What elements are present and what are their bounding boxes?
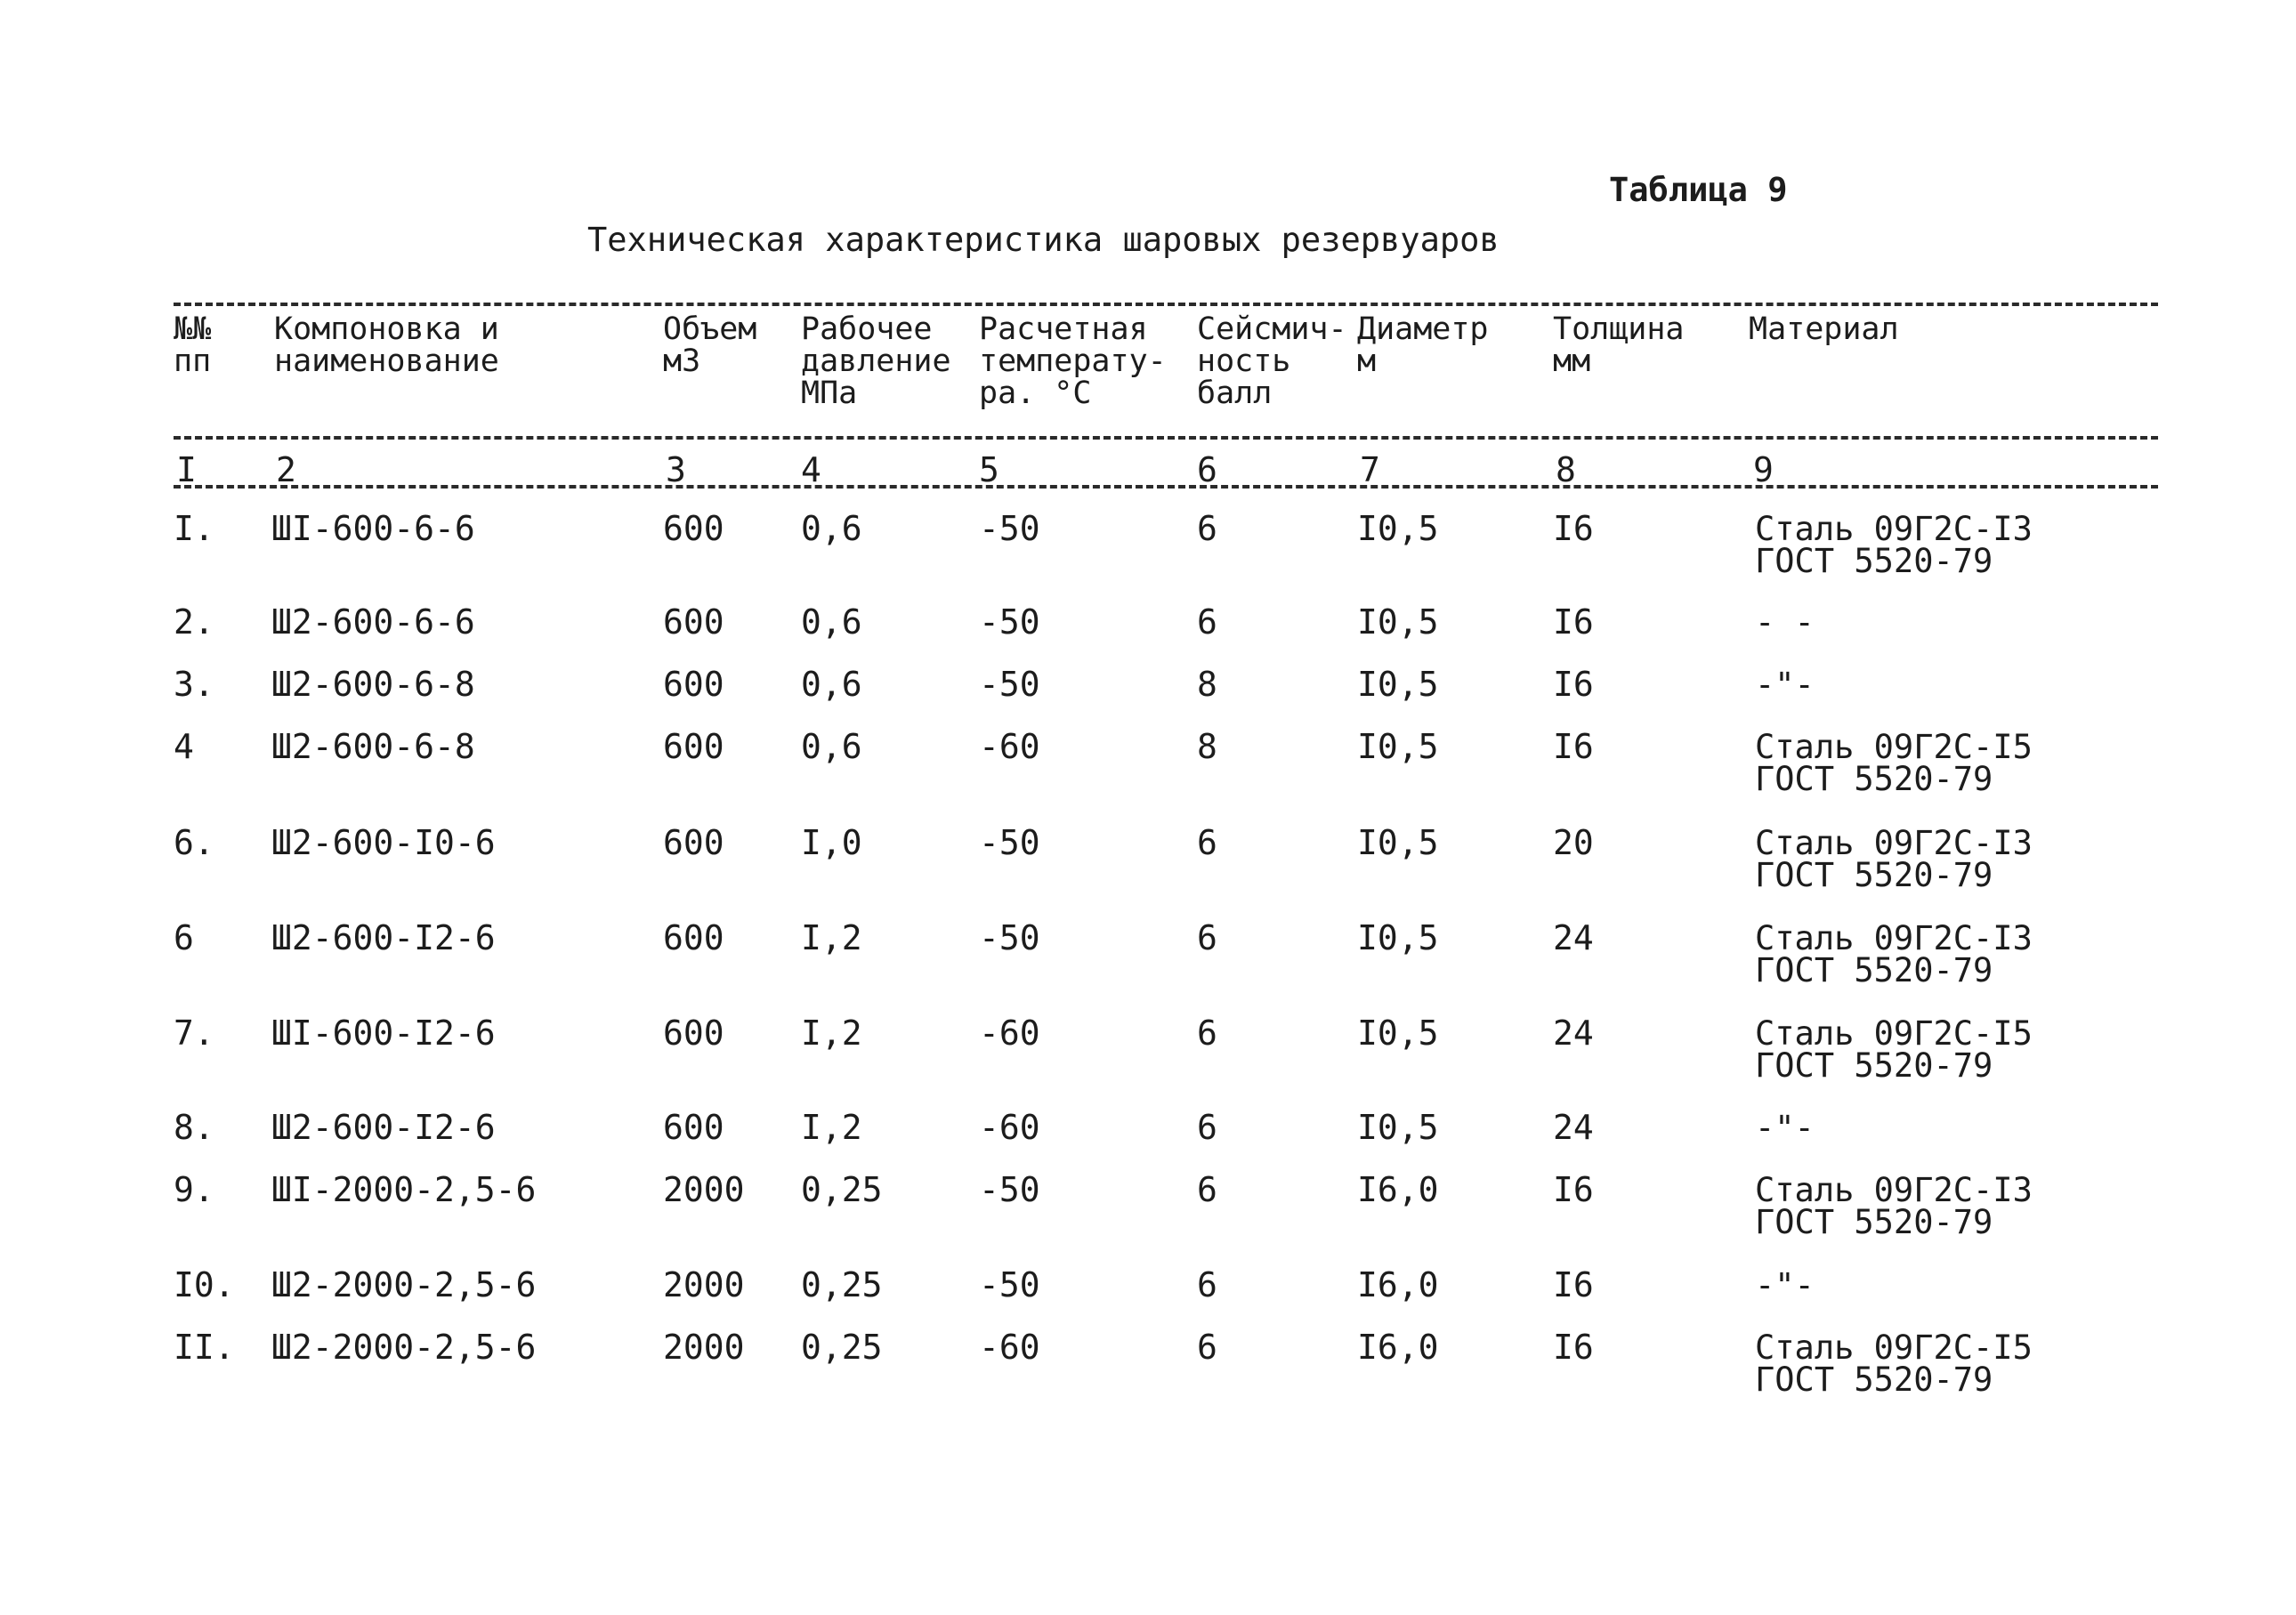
cell-thickness: I6: [1553, 665, 1594, 704]
column-header-2: [274, 313, 499, 377]
cell-diameter: I0,5: [1357, 823, 1439, 862]
material-line: Сталь 09Г2С-I5: [1755, 728, 2033, 766]
cell-num: 4: [174, 727, 194, 766]
cell-thickness: I6: [1553, 509, 1594, 548]
column-header-6: [1197, 313, 1347, 409]
material-line: ГОСТ 5520-79: [1755, 856, 1993, 894]
cell-num: 6.: [174, 823, 214, 862]
cell-pressure: I,0: [801, 823, 862, 862]
cell-material: [1755, 603, 1815, 642]
material-line: -"-: [1755, 666, 1815, 704]
cell-num: 9.: [174, 1170, 214, 1209]
cell-name: Ш2-600-6-8: [271, 727, 475, 766]
cell-thickness: 24: [1553, 1013, 1594, 1053]
material-line: ГОСТ 5520-79: [1755, 1361, 1993, 1399]
column-header-4: [801, 313, 951, 409]
column-header-line: температу-: [979, 343, 1167, 379]
cell-pressure: 0,25: [801, 1170, 883, 1209]
column-header-line: Материал: [1749, 311, 1899, 347]
table-label: Таблица 9: [1609, 171, 1788, 209]
column-header-line: Компоновка и: [274, 311, 499, 347]
column-header-line: ра. °C: [979, 375, 1092, 411]
cell-thickness: I6: [1553, 1265, 1594, 1304]
cell-volume: 600: [663, 665, 724, 704]
column-header-line: наименование: [274, 343, 499, 379]
material-line: - -: [1755, 603, 1815, 642]
header-top-rule: [174, 303, 2158, 306]
column-header-3: [663, 313, 756, 377]
cell-diameter: I6,0: [1357, 1265, 1439, 1304]
cell-material: [1755, 919, 2033, 989]
cell-diameter: I0,5: [1357, 918, 1439, 957]
material-line: -"-: [1755, 1266, 1815, 1304]
cell-material: [1755, 1328, 2033, 1399]
cell-name: Ш2-2000-2,5-6: [271, 1265, 537, 1304]
cell-temp: -50: [979, 602, 1040, 642]
cell-name: ШI-600-I2-6: [271, 1013, 496, 1053]
cell-thickness: I6: [1553, 602, 1594, 642]
cell-temp: -50: [979, 823, 1040, 862]
cell-seismic: 6: [1197, 1170, 1217, 1209]
material-line: Сталь 09Г2С-I3: [1755, 1171, 2033, 1209]
cell-num: II.: [174, 1328, 235, 1367]
cell-seismic: 6: [1197, 1265, 1217, 1304]
cell-material: [1755, 1014, 2033, 1085]
cell-diameter: I0,5: [1357, 602, 1439, 642]
column-header-8: [1553, 313, 1685, 377]
column-header-line: Диаметр: [1357, 311, 1489, 347]
column-number: 3: [666, 450, 686, 489]
column-number: 6: [1197, 450, 1217, 489]
cell-volume: 600: [663, 602, 724, 642]
cell-temp: -60: [979, 1328, 1040, 1367]
cell-thickness: 20: [1553, 823, 1594, 862]
cell-pressure: I,2: [801, 1013, 862, 1053]
page-title: Техническая характеристика шаровых резервуаров: [587, 221, 1500, 259]
cell-pressure: I,2: [801, 1108, 862, 1147]
cell-temp: -60: [979, 1013, 1040, 1053]
material-line: ГОСТ 5520-79: [1755, 1203, 1993, 1241]
cell-diameter: I6,0: [1357, 1170, 1439, 1209]
cell-thickness: 24: [1553, 918, 1594, 957]
cell-volume: 600: [663, 823, 724, 862]
column-number: 2: [276, 450, 296, 489]
material-line: Сталь 09Г2С-I5: [1755, 1014, 2033, 1053]
cell-name: ШI-600-6-6: [271, 509, 475, 548]
cell-volume: 2000: [663, 1170, 745, 1209]
cell-num: I0.: [174, 1265, 235, 1304]
cell-material: [1755, 510, 2033, 580]
column-header-line: ность: [1197, 343, 1291, 379]
material-line: ГОСТ 5520-79: [1755, 760, 1993, 798]
material-line: ГОСТ 5520-79: [1755, 951, 1993, 989]
material-line: ГОСТ 5520-79: [1755, 542, 1993, 580]
cell-thickness: I6: [1553, 727, 1594, 766]
column-header-5: [979, 313, 1167, 409]
cell-temp: -60: [979, 1108, 1040, 1147]
material-line: Сталь 09Г2С-I3: [1755, 824, 2033, 862]
cell-num: 2.: [174, 602, 214, 642]
cell-pressure: 0,6: [801, 509, 862, 548]
cell-material: [1755, 666, 1815, 704]
cell-material: [1755, 1266, 1815, 1304]
column-header-line: Толщина: [1553, 311, 1685, 347]
cell-num: 3.: [174, 665, 214, 704]
column-header-line: Объем: [663, 311, 757, 347]
column-number: 7: [1360, 450, 1380, 489]
cell-material: [1755, 728, 2033, 798]
column-header-line: давление: [801, 343, 951, 379]
cell-num: 6: [174, 918, 194, 957]
material-line: -"-: [1755, 1109, 1815, 1147]
cell-volume: 600: [663, 1108, 724, 1147]
cell-name: Ш2-600-I2-6: [271, 918, 496, 957]
column-header-line: м3: [663, 343, 701, 379]
cell-diameter: I0,5: [1357, 665, 1439, 704]
cell-material: [1755, 1109, 1815, 1147]
cell-thickness: I6: [1553, 1328, 1594, 1367]
cell-temp: -50: [979, 509, 1040, 548]
material-line: Сталь 09Г2С-I3: [1755, 510, 2033, 548]
cell-name: Ш2-600-6-6: [271, 602, 475, 642]
cell-pressure: 0,25: [801, 1265, 883, 1304]
column-header-1: [174, 313, 211, 377]
column-header-9: [1749, 313, 1899, 345]
column-number: 5: [979, 450, 999, 489]
material-line: ГОСТ 5520-79: [1755, 1046, 1993, 1085]
cell-pressure: I,2: [801, 918, 862, 957]
column-header-line: Расчетная: [979, 311, 1148, 347]
column-header-line: МПа: [801, 375, 858, 411]
cell-thickness: 24: [1553, 1108, 1594, 1147]
column-header-line: м: [1357, 343, 1377, 379]
cell-thickness: I6: [1553, 1170, 1594, 1209]
cell-temp: -50: [979, 918, 1040, 957]
cell-volume: 2000: [663, 1328, 745, 1367]
cell-pressure: 0,6: [801, 602, 862, 642]
cell-num: 8.: [174, 1108, 214, 1147]
column-header-line: Сейсмич-: [1197, 311, 1347, 347]
cell-seismic: 6: [1197, 918, 1217, 957]
cell-diameter: I6,0: [1357, 1328, 1439, 1367]
cell-temp: -60: [979, 727, 1040, 766]
column-numbers-rule: [174, 485, 2158, 489]
cell-seismic: 8: [1197, 727, 1217, 766]
cell-pressure: 0,6: [801, 665, 862, 704]
cell-seismic: 6: [1197, 823, 1217, 862]
cell-name: ШI-2000-2,5-6: [271, 1170, 537, 1209]
cell-temp: -50: [979, 1265, 1040, 1304]
column-header-line: №№: [174, 311, 212, 347]
cell-volume: 600: [663, 509, 724, 548]
cell-volume: 600: [663, 727, 724, 766]
cell-diameter: I0,5: [1357, 727, 1439, 766]
column-number: 9: [1753, 450, 1774, 489]
cell-name: Ш2-600-I2-6: [271, 1108, 496, 1147]
header-bottom-rule: [174, 436, 2158, 440]
cell-seismic: 6: [1197, 1108, 1217, 1147]
column-header-line: Рабочее: [801, 311, 933, 347]
column-number: 4: [801, 450, 821, 489]
cell-name: Ш2-600-I0-6: [271, 823, 496, 862]
cell-name: Ш2-2000-2,5-6: [271, 1328, 537, 1367]
cell-seismic: 6: [1197, 602, 1217, 642]
cell-volume: 600: [663, 1013, 724, 1053]
cell-pressure: 0,25: [801, 1328, 883, 1367]
column-number: I: [176, 450, 197, 489]
cell-volume: 2000: [663, 1265, 745, 1304]
column-header-line: балл: [1197, 375, 1273, 411]
cell-seismic: 6: [1197, 1328, 1217, 1367]
cell-volume: 600: [663, 918, 724, 957]
cell-seismic: 6: [1197, 509, 1217, 548]
cell-seismic: 8: [1197, 665, 1217, 704]
cell-num: I.: [174, 509, 214, 548]
cell-name: Ш2-600-6-8: [271, 665, 475, 704]
column-header-7: [1357, 313, 1489, 377]
column-header-line: пп: [174, 343, 212, 379]
column-number: 8: [1556, 450, 1576, 489]
cell-pressure: 0,6: [801, 727, 862, 766]
cell-num: 7.: [174, 1013, 214, 1053]
cell-temp: -50: [979, 1170, 1040, 1209]
cell-temp: -50: [979, 665, 1040, 704]
cell-seismic: 6: [1197, 1013, 1217, 1053]
cell-diameter: I0,5: [1357, 1108, 1439, 1147]
material-line: Сталь 09Г2С-I5: [1755, 1328, 2033, 1367]
cell-diameter: I0,5: [1357, 509, 1439, 548]
column-header-line: мм: [1553, 343, 1591, 379]
cell-material: [1755, 824, 2033, 894]
material-line: Сталь 09Г2С-I3: [1755, 919, 2033, 957]
cell-diameter: I0,5: [1357, 1013, 1439, 1053]
cell-material: [1755, 1171, 2033, 1241]
